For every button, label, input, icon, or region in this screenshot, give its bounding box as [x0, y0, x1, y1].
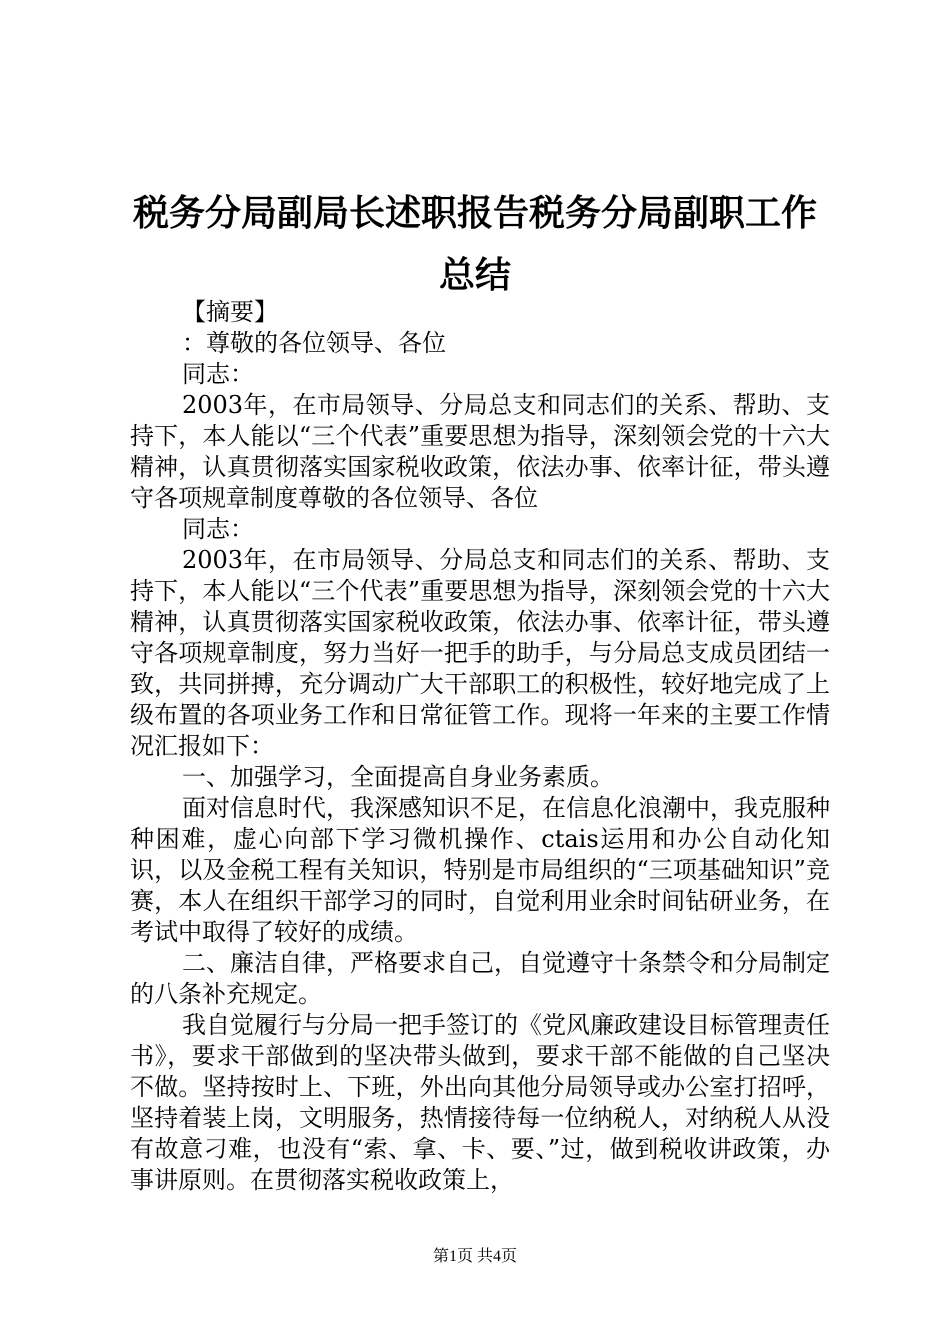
paragraph-comrades: 同志：	[182, 360, 254, 388]
document-title: 税务分局副局长述职报告税务分局副职工作总结	[132, 192, 817, 296]
section-heading-2: 二、廉洁自律，严格要求自己，自觉遵守十条禁令和分局制定的八条补充规定。	[130, 949, 830, 1008]
page-footer: 第1页 共4页	[432, 1248, 517, 1265]
paragraph-salutation: ：尊敬的各位领导、各位	[182, 329, 446, 357]
paragraph-study: 面对信息时代，我深感知识不足，在信息化浪潮中，我克服种种困难，虚心向部下学习微机操作、ctais运用和办公自动化知识，以及金税工程有关知识，特别是市局组织的“三项基础知识”竞赛，本人在组织干部学习的同时，自觉利用业余时间钻研业务，在考试中取得了较好的成绩。	[130, 794, 830, 946]
paragraph-intro: 2003年，在市局领导、分局总支和同志们的关系、帮助、支持下，本人能以“三个代表”重要思想为指导，深刻领会党的十六大精神，认真贯彻落实国家税收政策，依法办事、依率计征，带头遵守各项规章制度尊敬的各位领导、各位	[130, 391, 830, 512]
paragraph-intro-full: 2003年，在市局领导、分局总支和同志们的关系、帮助、支持下，本人能以“三个代表”重要思想为指导，深刻领会党的十六大精神，认真贯彻落实国家税收政策，依法办事、依率计征，带头遵守各项规章制度，努力当好一把手的助手，与分局总支成员团结一致，共同拼搏，充分调动广大干部职工的积极性，较好地完成了上级布置的各项业务工作和日常征管工作。现将一年来的主要工作情况汇报如下：	[130, 546, 830, 760]
paragraph-abstract-label: 【摘要】	[182, 298, 278, 326]
paragraph-comrades-2: 同志：	[182, 515, 254, 543]
section-heading-1: 一、加强学习，全面提高自身业务素质。	[182, 763, 614, 791]
paragraph-integrity: 我自觉履行与分局一把手签订的《党风廉政建设目标管理责任书》，要求干部做到的坚决带头做到，要求干部不能做的自己坚决不做。坚持按时上、下班，外出向其他分局领导或办公室打招呼，坚持着装上岗，文明服务，热情接待每一位纳税人，对纳税人从没有故意刁难，也没有“索、拿、卡、要、”过，做到税收讲政策，办事讲原则。在贯彻落实税收政策上，	[130, 1011, 830, 1194]
document-body	[130, 297, 830, 1196]
